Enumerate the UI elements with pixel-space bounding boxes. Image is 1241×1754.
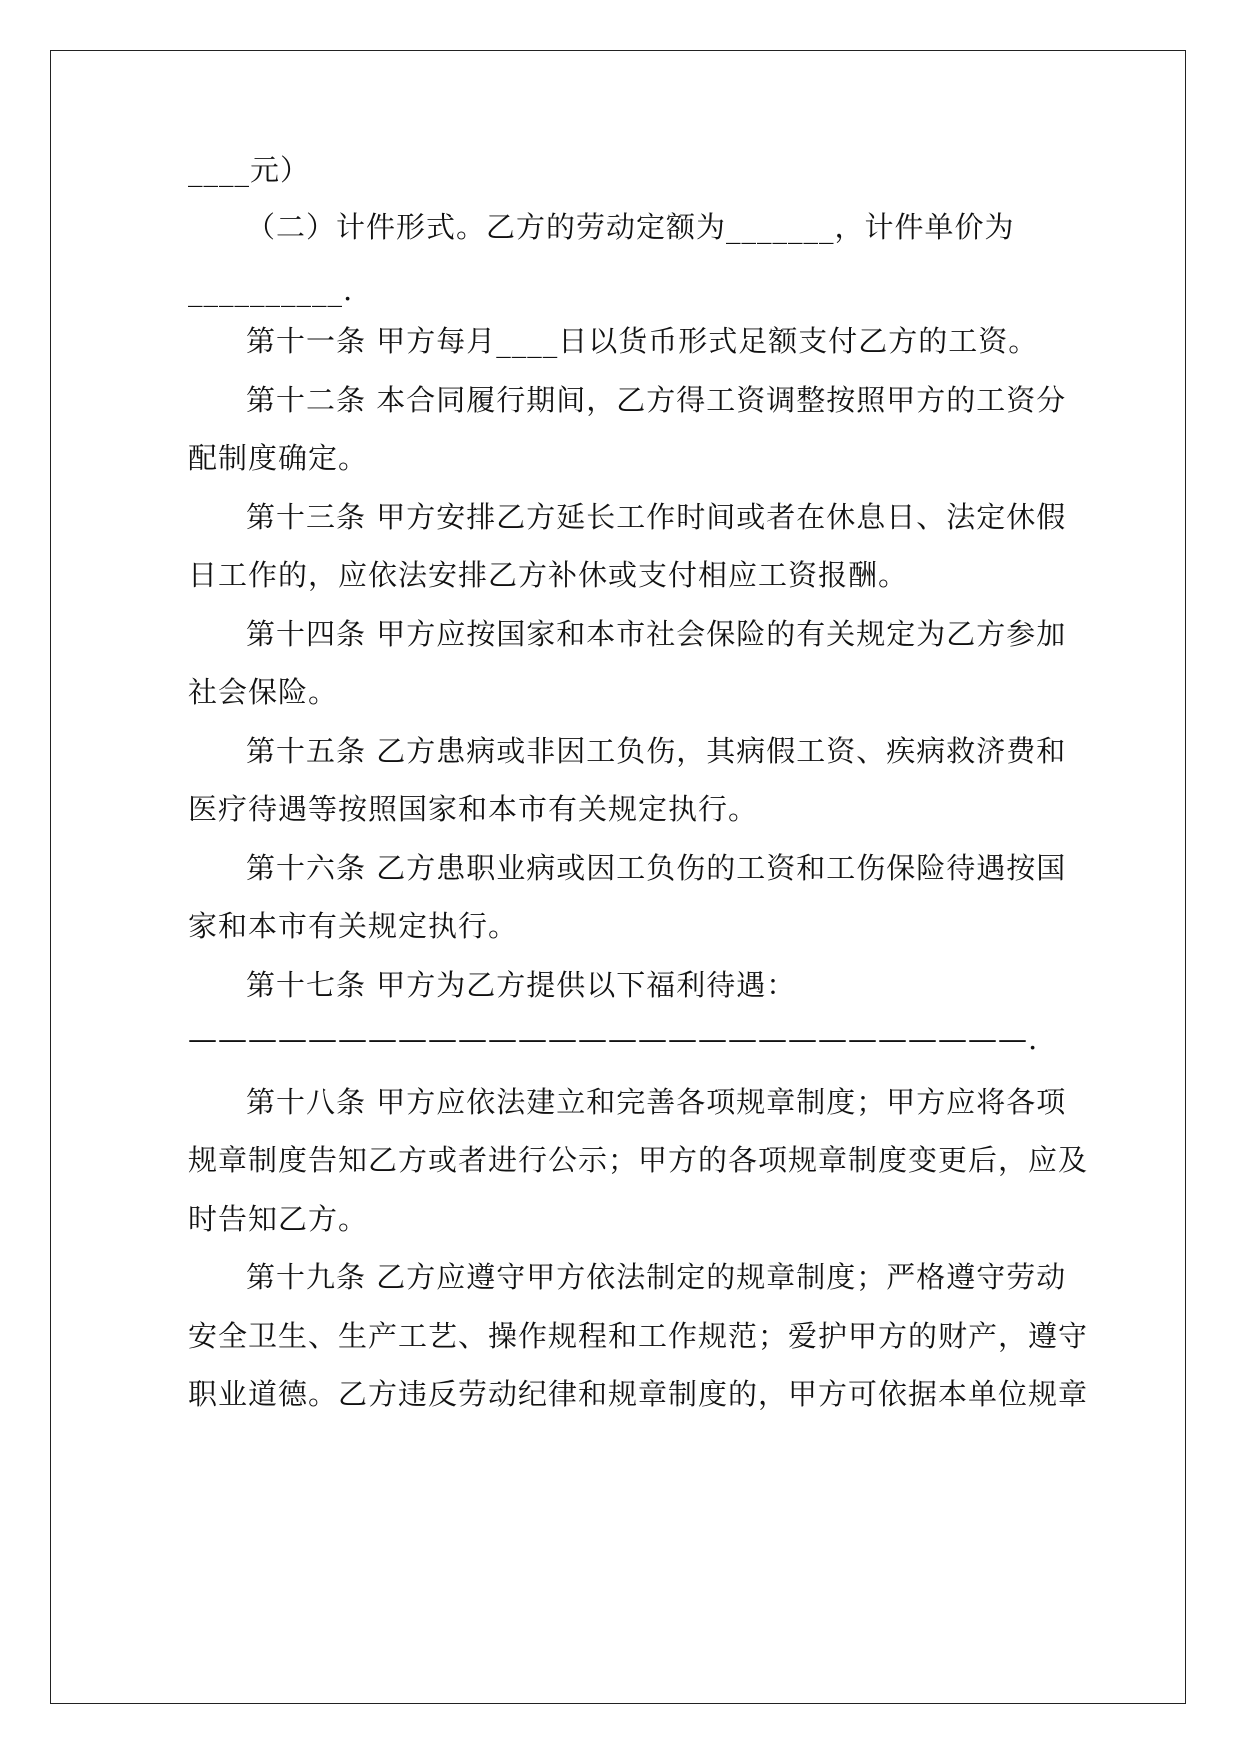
text-line: 第十七条 甲方为乙方提供以下福利待遇： bbox=[246, 968, 797, 1002]
text-line: 医疗待遇等按照国家和本市有关规定执行。 bbox=[188, 792, 759, 826]
text-line: 社会保险。 bbox=[188, 675, 339, 709]
text-line: 第十二条 本合同履行期间，乙方得工资调整按照甲方的工资分 bbox=[246, 383, 1067, 417]
text-line: 职业道德。乙方违反劳动纪律和规章制度的，甲方可依据本单位规章 bbox=[188, 1377, 1089, 1411]
text-line: 第十八条 甲方应依法建立和完善各项规章制度；甲方应将各项 bbox=[246, 1085, 1067, 1119]
text-line: 第十一条 甲方每月____日以货币形式足额支付乙方的工资。 bbox=[246, 324, 1039, 358]
text-line: 第十四条 甲方应按国家和本市社会保险的有关规定为乙方参加 bbox=[246, 617, 1067, 651]
text-line: 配制度确定。 bbox=[188, 441, 369, 475]
text-line: 家和本市有关规定执行。 bbox=[188, 909, 519, 943]
text-line: ————————————————————————————. bbox=[188, 1022, 1039, 1056]
text-line: 第十九条 乙方应遵守甲方依法制定的规章制度；严格遵守劳动 bbox=[246, 1260, 1067, 1294]
text-line: 规章制度告知乙方或者进行公示；甲方的各项规章制度变更后，应及 bbox=[188, 1143, 1089, 1177]
text-line: 第十三条 甲方安排乙方延长工作时间或者在休息日、法定休假 bbox=[246, 500, 1067, 534]
text-line: 安全卫生、生产工艺、操作规程和工作规范；爱护甲方的财产，遵守 bbox=[188, 1319, 1089, 1353]
text-line: 第十六条 乙方患职业病或因工负伤的工资和工伤保险待遇按国 bbox=[246, 851, 1067, 885]
text-line: 日工作的，应依法安排乙方补休或支付相应工资报酬。 bbox=[188, 558, 909, 592]
text-line: __________. bbox=[188, 273, 354, 307]
text-line: ____元） bbox=[188, 153, 311, 187]
text-line: 时告知乙方。 bbox=[188, 1202, 369, 1236]
text-line: （二）计件形式。乙方的劳动定额为_______，计件单价为 bbox=[246, 210, 1015, 244]
text-line: 第十五条 乙方患病或非因工负伤，其病假工资、疾病救济费和 bbox=[246, 734, 1067, 768]
